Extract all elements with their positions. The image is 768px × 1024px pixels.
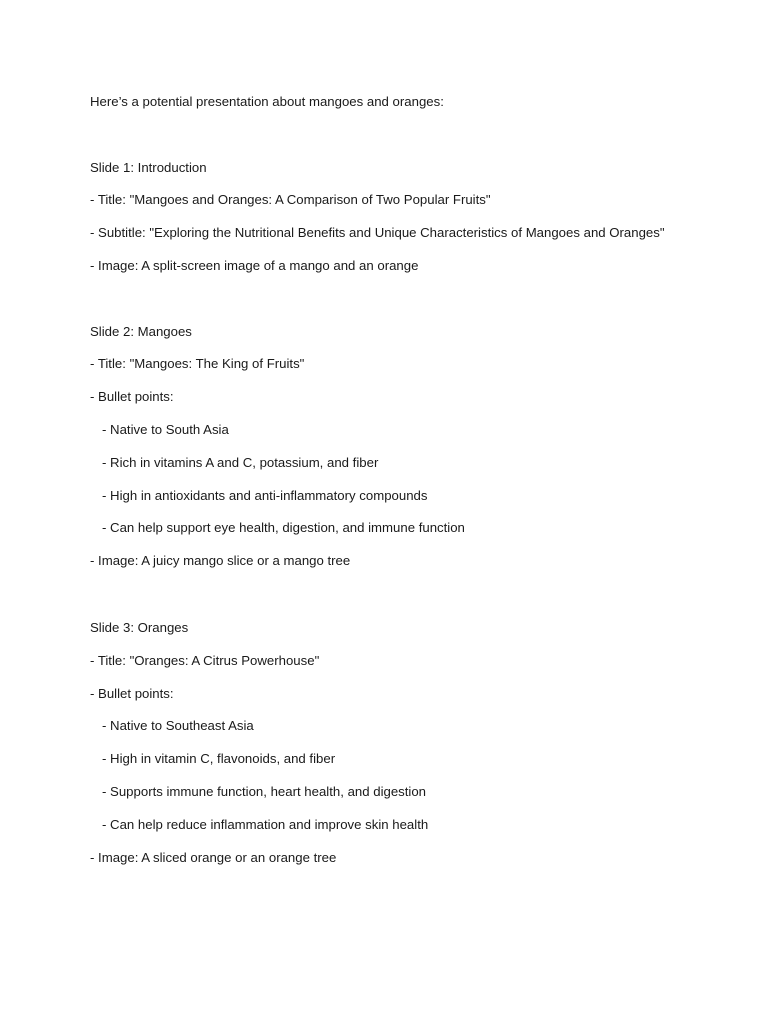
slide-3-bullet: - Native to Southeast Asia bbox=[102, 718, 254, 733]
slide-2-heading: Slide 2: Mangoes bbox=[90, 324, 192, 339]
slide-2-title-line: - Title: "Mangoes: The King of Fruits" bbox=[90, 356, 305, 371]
slide-3-image-line: - Image: A sliced orange or an orange tree bbox=[90, 850, 337, 865]
slide-2-bullet: - Native to South Asia bbox=[102, 422, 229, 437]
slide-1-heading: Slide 1: Introduction bbox=[90, 160, 207, 175]
slide-2-bullet: - Rich in vitamins A and C, potassium, and fiber bbox=[102, 455, 379, 470]
slide-2-image-line: - Image: A juicy mango slice or a mango tree bbox=[90, 553, 351, 568]
slide-3-title-line: - Title: "Oranges: A Citrus Powerhouse" bbox=[90, 653, 320, 668]
slide-3-bullets-label: - Bullet points: bbox=[90, 686, 174, 701]
slide-1-image-line: - Image: A split-screen image of a mango and an orange bbox=[90, 258, 419, 273]
slide-3-heading: Slide 3: Oranges bbox=[90, 620, 189, 635]
slide-2-bullet: - High in antioxidants and anti-inflammatory compounds bbox=[102, 488, 428, 503]
slide-2-bullet: - Can help support eye health, digestion, and immune function bbox=[102, 520, 465, 535]
slide-2-bullets-label: - Bullet points: bbox=[90, 389, 174, 404]
slide-1-title-line: - Title: "Mangoes and Oranges: A Comparison of Two Popular Fruits" bbox=[90, 192, 491, 207]
slide-1-subtitle-line: - Subtitle: "Exploring the Nutritional Benefits and Unique Characteristics of Mangoes and Oranges" bbox=[90, 225, 665, 240]
slide-3-bullet: - High in vitamin C, flavonoids, and fiber bbox=[102, 751, 336, 766]
slide-3-bullet: - Can help reduce inflammation and improve skin health bbox=[102, 817, 429, 832]
intro-text: Here’s a potential presentation about mangoes and oranges: bbox=[90, 94, 444, 109]
slide-3-bullet: - Supports immune function, heart health, and digestion bbox=[102, 784, 427, 799]
